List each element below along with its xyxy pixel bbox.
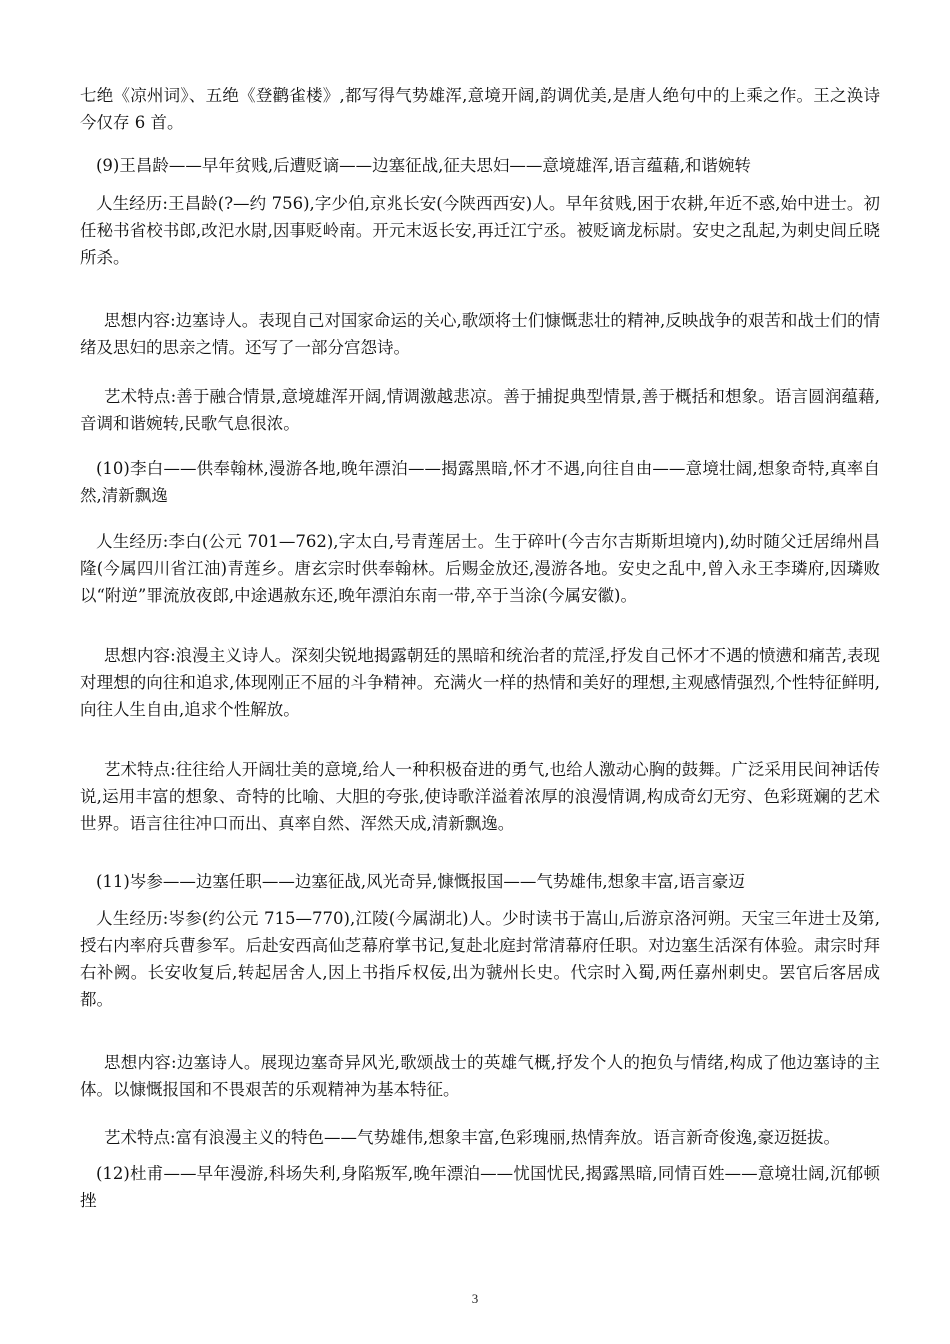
paragraph-wang-changling-art: 艺术特点:善于融合情景,意境雄浑开阔,情调激越悲凉。善于捕捉典型情景,善于概括和想象。语言圆润蕴藉,音调和谐婉转,民歌气息很浓。 [80, 387, 880, 433]
paragraph-li-bai-art: 艺术特点:往往给人开阔壮美的意境,给人一种积极奋进的勇气,也给人激动心胸的鼓舞。广泛采用民间神话传说,运用丰富的想象、奇特的比喻、大胆的夸张,使诗歌洋溢着浓厚的浪漫情调,构成奇幻无穷、色彩斑斓的艺术世界。语言往往冲口而出、真率自然、浑然天成,清新飘逸。 [80, 760, 880, 833]
paragraph-wang-zhihuan-end: 七绝《凉州词》、五绝《登鹳雀楼》,都写得气势雄浑,意境开阔,韵调优美,是唐人绝句中的上乘之作。王之涣诗今仅存 6 首。 [80, 86, 880, 132]
paragraph-cen-shen-art: 艺术特点:富有浪漫主义的特色——气势雄伟,想象丰富,色彩瑰丽,热情奔放。语言新奇俊逸,豪迈挺拔。 [104, 1128, 841, 1147]
heading-li-bai: (10)李白——供奉翰林,漫游各地,晚年漂泊——揭露黑暗,怀才不遇,向往自由——意境壮阔,想象奇特,真率自然,清新飘逸 [80, 459, 880, 505]
paragraph-li-bai-life: 人生经历:李白(公元 701—762),字太白,号青莲居士。生于碎叶(今吉尔吉斯斯坦境内),幼时随父迁居绵州昌隆(今属四川省江油)青莲乡。唐玄宗时供奉翰林。后赐金放还,漫游各地。安史之乱中,曾入永王李璘府,因璘败以“附逆”罪流放夜郎,中途遇赦东还,晚年漂泊东南一带,卒于当涂(今属安徽)。 [80, 532, 880, 605]
page-number: 3 [471, 1291, 479, 1306]
heading-cen-shen: (11)岑参——边塞任职——边塞征战,风光奇异,慷慨报国——气势雄伟,想象丰富,语言豪迈 [96, 872, 745, 891]
paragraph-li-bai-thought: 思想内容:浪漫主义诗人。深刻尖锐地揭露朝廷的黑暗和统治者的荒淫,抒发自己怀才不遇的愤懑和痛苦,表现对理想的向往和追求,体现刚正不屈的斗争精神。充满火一样的热情和美好的理想,主观感情强烈,个性特征鲜明,向往人生自由,追求个性解放。 [80, 646, 880, 719]
heading-wang-changling: (9)王昌龄——早年贫贱,后遭贬谪——边塞征战,征夫思妇——意境雄浑,语言蕴藉,和谐婉转 [96, 156, 751, 175]
paragraph-wang-changling-thought: 思想内容:边塞诗人。表现自己对国家命运的关心,歌颂将士们慷慨悲壮的精神,反映战争的艰苦和战士们的情绪及思妇的思亲之情。还写了一部分宫怨诗。 [80, 311, 880, 357]
paragraph-cen-shen-life: 人生经历:岑参(约公元 715—770),江陵(今属湖北)人。少时读书于嵩山,后游京洛河朔。天宝三年进士及第,授右内率府兵曹参军。后赴安西高仙芝幕府掌书记,复赴北庭封常清幕府任职。对边塞生活深有体验。肃宗时拜右补阙。长安收复后,转起居舍人,因上书指斥权佞,出为虢州长史。代宗时入蜀,两任嘉州刺史。罢官后客居成都。 [80, 909, 880, 1009]
paragraph-cen-shen-thought: 思想内容:边塞诗人。展现边塞奇异风光,歌颂战士的英雄气概,抒发个人的抱负与情绪,构成了他边塞诗的主体。以慷慨报国和不畏艰苦的乐观精神为基本特征。 [80, 1053, 880, 1099]
paragraph-wang-changling-life: 人生经历:王昌龄(?—约 756),字少伯,京兆长安(今陕西西安)人。早年贫贱,困于农耕,年近不惑,始中进士。初任秘书省校书郎,改汜水尉,因事贬岭南。开元末返长安,再迁江宁丞。被贬谪龙标尉。安史之乱起,为刺史闾丘晓所杀。 [80, 194, 880, 267]
heading-du-fu: (12)杜甫——早年漫游,科场失利,身陷叛军,晚年漂泊——忧国忧民,揭露黑暗,同情百姓——意境壮阔,沉郁顿挫 [80, 1164, 880, 1210]
